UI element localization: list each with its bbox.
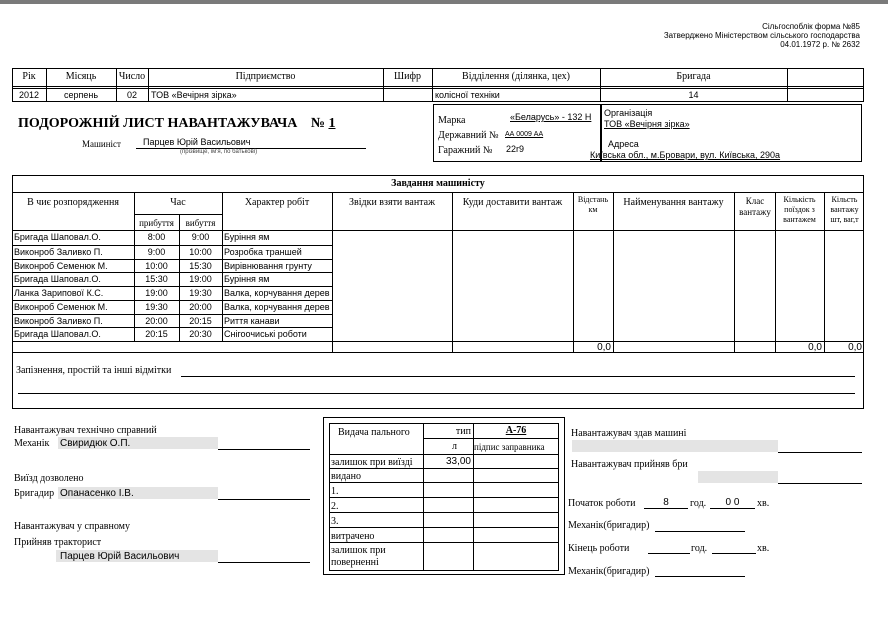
- task-who: Виконроб Заливко П.: [14, 315, 103, 326]
- task-work: Вирівнювання грунту: [224, 260, 312, 271]
- driver-label: Машиніст: [82, 139, 121, 149]
- start-work-label: Початок роботи: [568, 498, 636, 509]
- th-arrival: прибуття: [139, 218, 174, 228]
- tech-ok-label: Навантажувач технічно справний: [14, 425, 157, 436]
- th-work: Характер робіт: [244, 197, 310, 208]
- task-arrival: 9:00: [147, 246, 166, 257]
- start-minutes: 0 0: [725, 497, 740, 508]
- task-row: [12, 327, 332, 341]
- task-row: [12, 300, 332, 314]
- end-min-label: хв.: [757, 543, 770, 554]
- fuel-n2: 2.: [331, 501, 339, 512]
- th-time: Час: [170, 197, 186, 208]
- hdr-year: Рік: [22, 71, 36, 82]
- task-work: Риття канави: [224, 315, 280, 326]
- task-arrival: 20:00: [145, 315, 168, 326]
- notes-box: [12, 353, 864, 409]
- fuel-n1: 1.: [331, 486, 339, 497]
- title-text: ПОДОРОЖНІЙ ЛИСТ НАВАНТАЖУВАЧА: [18, 116, 298, 131]
- loader-ok-label: Навантажувач у справному: [14, 521, 130, 532]
- mechanic-label: Механік: [14, 438, 50, 449]
- fuel-sign: підпис заправника: [474, 442, 545, 452]
- hdr-day: Число: [118, 71, 146, 82]
- foreman-name: Опанасенко І.В.: [60, 488, 134, 499]
- task-work: Буріння ям: [224, 232, 270, 242]
- task-arrival: 20:15: [145, 329, 168, 340]
- title-number-label: №: [310, 116, 325, 131]
- driver-name: Парцев Юрій Васильович: [143, 137, 251, 147]
- total-qty: 0,0: [848, 342, 862, 353]
- received-label: Навантажувач прийняв бри: [571, 459, 688, 470]
- fuel-issued: видано: [331, 471, 361, 482]
- window-top-bar: [0, 0, 888, 4]
- hdr-brigade: Бригада: [676, 71, 711, 82]
- form-code: Сільгоспоблік форма №85: [762, 22, 860, 31]
- departure-ok-label: Виїзд дозволено: [14, 473, 84, 484]
- foreman-label: Бригадир: [14, 488, 55, 499]
- task-who: Бригада Шаповал.О.: [14, 232, 101, 242]
- val-enterprise: ТОВ «Вечірня зірка»: [151, 90, 237, 100]
- val-month: серпень: [63, 90, 99, 100]
- task-arrival: 19:30: [145, 301, 168, 312]
- form-approved: Затверджено Міністерством сільського господарства: [663, 31, 860, 40]
- task-departure: 20:00: [189, 301, 212, 312]
- hdr-month: Місяць: [65, 71, 97, 82]
- fuel-start-label: залишок при виїзді: [331, 457, 413, 468]
- task-arrival: 15:30: [145, 274, 168, 285]
- page-title: [18, 116, 335, 132]
- end-work-label: Кінець роботи: [568, 543, 630, 554]
- task-work: Снігоочиські роботи: [224, 329, 307, 340]
- task-row: [12, 245, 332, 259]
- task-row: [12, 314, 332, 328]
- th-to: Куди доставити вантаж: [462, 197, 563, 208]
- val-day: 02: [126, 90, 137, 100]
- task-row: [12, 272, 332, 286]
- task-who: Ланка Зарипової К.С.: [14, 288, 104, 298]
- handed-label: Навантажувач здав машині: [571, 428, 687, 439]
- task-who: Виконроб Заливко П.: [14, 246, 103, 257]
- garage-label: Гаражний №: [438, 145, 493, 156]
- fuel-type-label: тип: [455, 426, 471, 437]
- address-value: Київська обл., м.Бровари, вул. Київська, 290а: [590, 150, 781, 160]
- task-who: Виконроб Семенюк М.: [14, 260, 108, 271]
- mechanic-name: Свиридюк О.П.: [60, 438, 131, 449]
- th-from: Звідки взяти вантаж: [348, 197, 436, 208]
- fuel-type: А-76: [505, 425, 527, 436]
- brand-label: Марка: [438, 115, 466, 126]
- mech-foreman1-label: Механік(бригадир): [568, 520, 650, 531]
- fuel-return-label: залишок при поверненні: [331, 545, 386, 568]
- start-hour-label: год.: [690, 498, 707, 509]
- task-who: Бригада Шаповал.О.: [14, 274, 101, 285]
- address-label: Адреса: [608, 139, 639, 149]
- hdr-code: Шифр: [394, 71, 421, 82]
- th-departure: вибуття: [185, 218, 216, 228]
- task-work: Буріння ям: [224, 274, 270, 285]
- start-hour: 8: [663, 497, 669, 508]
- hdr-division: Відділення (ділянка, цех): [462, 71, 570, 82]
- task-departure: 15:30: [189, 260, 212, 271]
- tasks-title: Завдання машиністу: [391, 178, 485, 189]
- brand-value: «Беларусь» - 132 Н: [510, 112, 592, 122]
- fuel-start-value: 33,00: [445, 456, 471, 467]
- task-row: [12, 259, 332, 273]
- plate-label: Державний №: [438, 130, 499, 141]
- total-trips: 0,0: [808, 342, 822, 353]
- val-brigade: 14: [688, 90, 699, 100]
- th-trips: Кількість поїздок з вантажем: [783, 195, 816, 224]
- title-number: 1: [328, 116, 336, 131]
- accepted-label: Прийняв тракторист: [14, 537, 102, 548]
- org-name: ТОВ «Вечірня зірка»: [604, 119, 690, 129]
- task-departure: 20:15: [189, 315, 212, 326]
- fuel-n3: 3.: [331, 516, 339, 527]
- task-departure: 10:00: [189, 246, 212, 257]
- th-cargo: Найменування вантажу: [623, 197, 724, 208]
- task-departure: 19:30: [189, 288, 212, 298]
- tractor-driver-name: Парцев Юрій Васильович: [60, 551, 180, 562]
- task-row: [12, 231, 332, 245]
- fuel-unit: л: [452, 441, 457, 452]
- th-qty: Кільсть вантажу шт, ваг,т: [830, 195, 859, 224]
- th-class: Клас вантажу: [739, 196, 771, 217]
- org-label: Організація: [604, 108, 653, 118]
- fuel-spent: витрачено: [331, 531, 375, 542]
- task-work: Розробка траншей: [224, 246, 302, 257]
- fuel-title: Видача пального: [338, 427, 410, 438]
- val-division: колісної техніки: [435, 90, 500, 100]
- val-year: 2012: [18, 90, 40, 100]
- plate-value: АА 0009 АА: [505, 131, 544, 138]
- task-departure: 9:00: [191, 232, 210, 242]
- mech-foreman2-label: Механік(бригадир): [568, 566, 650, 577]
- notes-label: Запізнення, простій та інші відмітки: [16, 365, 172, 376]
- task-work: Валка, корчування дерев: [224, 288, 330, 298]
- task-arrival: 10:00: [145, 260, 168, 271]
- task-departure: 19:00: [189, 274, 212, 285]
- hdr-enterprise: Підприємство: [235, 71, 296, 82]
- end-hour-label: год.: [691, 543, 708, 554]
- task-departure: 20:30: [189, 329, 212, 340]
- task-row: [12, 286, 332, 300]
- total-distance: 0,0: [597, 342, 611, 353]
- start-min-label: хв.: [757, 498, 770, 509]
- task-who: Виконроб Семенюк М.: [14, 301, 108, 312]
- form-date: 04.01.1972 р. № 2632: [780, 40, 860, 49]
- driver-hint: (прізвище, ім'я, по батькові): [180, 149, 258, 155]
- task-who: Бригада Шаповал.О.: [14, 329, 101, 340]
- garage-value: 22r9: [506, 144, 525, 154]
- th-by-order: В чиє розпорядження: [27, 197, 119, 208]
- task-arrival: 8:00: [147, 232, 166, 242]
- task-arrival: 19:00: [145, 288, 168, 298]
- form-header: [664, 22, 860, 49]
- th-distance: Відстань км: [577, 195, 609, 214]
- task-work: Валка, корчування дерев: [224, 301, 330, 312]
